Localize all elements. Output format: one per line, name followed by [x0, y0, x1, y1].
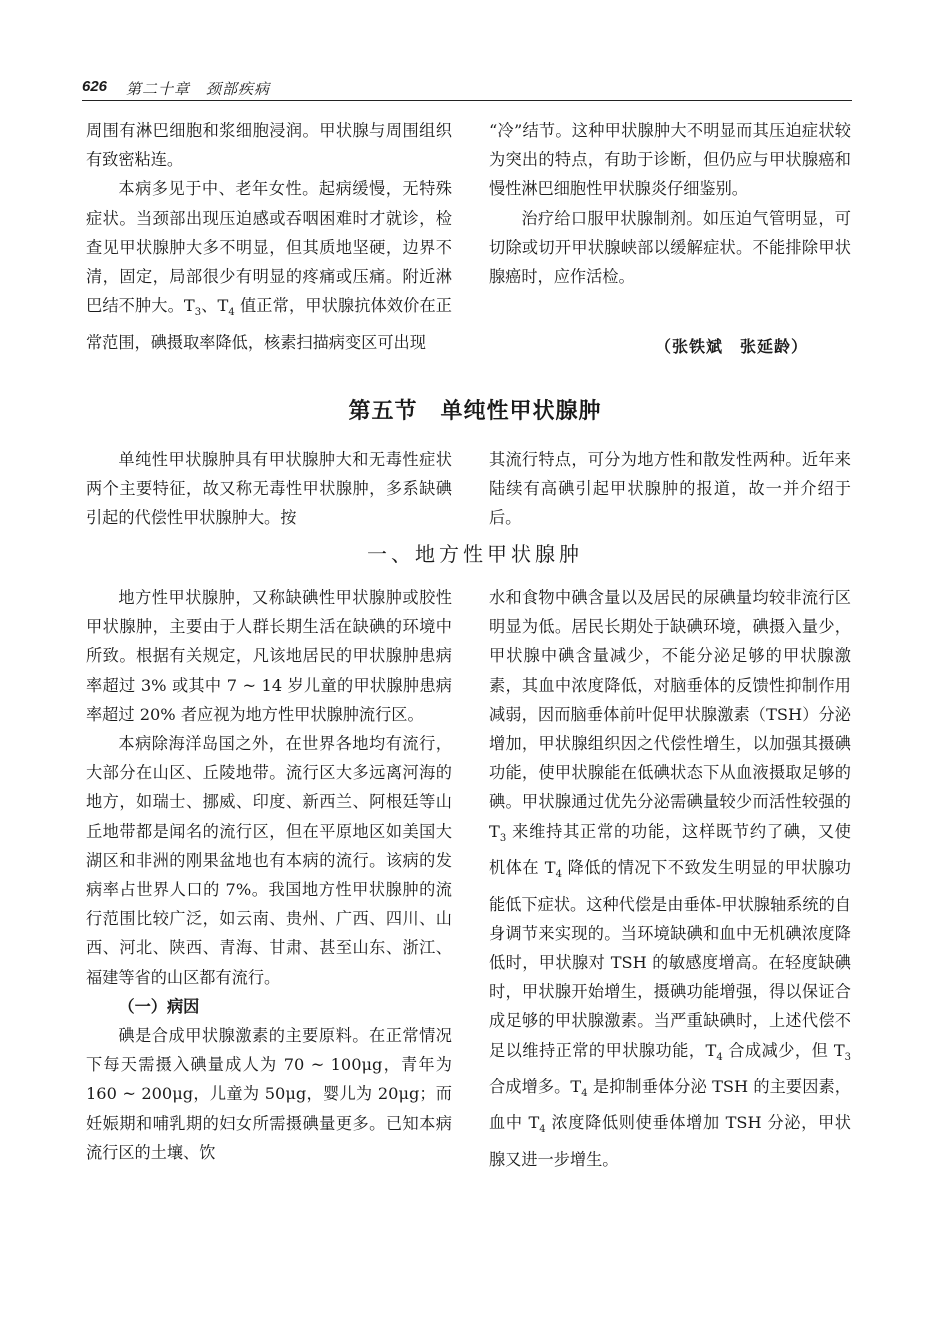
intro-left-column — [86, 445, 452, 533]
text-run: 是抑制垂体分泌 TSH 的主要因素，血中 T — [489, 1076, 851, 1133]
subscript: 3 — [499, 832, 507, 844]
paragraph — [86, 174, 452, 356]
subscript: 4 — [539, 1124, 546, 1136]
subscript: 4 — [228, 307, 235, 319]
subsection-title: 一、地方性甲状腺肿 — [367, 542, 583, 566]
text-run: 水和食物中碘含量以及居民的尿碘量均较非流行区明显为低。居民长期处于缺碘环境，碘摄入量少，甲状腺中碘含量减少，不能分泌足够的甲状腺激素，其血中浓度降低，对脑垂体的反馈性抑制作用减弱，因而脑垂体前叶促甲状腺激素（TSH）分泌增加，甲状腺组织因之代偿性增生，以加强其摄碘功能，使甲状腺能在低碘状态下从血液摄取足够的碘。甲状腺通过优先分泌需碘量较少而活性较强的 T — [489, 588, 851, 841]
section-title: 第五节 单纯性甲状腺肿 — [348, 399, 602, 424]
subscript: 4 — [555, 869, 562, 881]
previous-section-right-column — [489, 116, 851, 291]
running-head: 第二十章 颈部疾病 — [126, 81, 271, 98]
subscript: 3 — [844, 1051, 852, 1063]
author-credit: （张铁斌 张延龄） — [655, 337, 809, 356]
paragraph: 本病除海洋岛国之外，在世界各地均有流行，大部分在山区、丘陵地带。流行区大多远离河海的地方，如瑞士、挪威、印度、新西兰、阿根廷等山丘地带都是闻名的流行区，但在平原地区如美国大湖区和非洲的刚果盆地也有本病的流行。该病的发病率占世界人口的 7%。我国地方性甲状腺肿的流行范围比较广泛，如云南、贵州、广西、四川、山西、河北、陕西、青海、甘肃、甚至山东、浙江、福建等省的山区都有流行。 — [86, 734, 452, 987]
paragraph: “冷”结节。这种甲状腺肿大不明显而其压迫症状较为突出的特点，有助于诊断，但仍应与甲状腺癌和慢性淋巴细胞性甲状腺炎仔细鉴别。 — [489, 121, 851, 199]
body-right-column — [489, 583, 851, 1174]
paragraph: 其流行特点，可分为地方性和散发性两种。近年来陆续有高碘引起甲状腺肿的报道，故一并介绍于后。 — [489, 450, 851, 528]
text-run: 、T — [201, 296, 229, 316]
text-run: 值正常，甲状腺抗体效价在正常范围，碘摄取率降低，核素扫描病变区可出现 — [86, 296, 452, 352]
body-left-column — [86, 583, 452, 1167]
text-run: 合成增多。T — [489, 1076, 582, 1096]
intro-right-column — [489, 445, 851, 533]
subscript: 3 — [194, 307, 202, 319]
paragraph: 治疗给口服甲状腺制剂。如压迫气管明显，可切除或切开甲状腺峡部以缓解症状。不能排除甲状腺癌时，应作活检。 — [489, 208, 851, 287]
paragraph: 碘是合成甲状腺激素的主要原料。在正常情况下每天需摄入碘量成人为 70 ~ 100μg，青年为 160 ~ 200μg，儿童为 50μg，婴儿为 20μg；而妊娠期和哺乳期的妇女所需摄碘量更多。已知本病流行区的土壤、饮 — [86, 1026, 452, 1162]
text-run: 来维持其正常的功能，这样既节约了碘，又使机体在 T — [489, 821, 851, 878]
subscript: 4 — [716, 1051, 723, 1063]
paragraph — [489, 583, 851, 1174]
text-run: 浓度降低则使垂体增加 TSH 分泌，甲状腺又进一步增生。 — [489, 1113, 851, 1169]
paragraph: 单纯性甲状腺肿具有甲状腺肿大和无毒性症状两个主要特征，故又称无毒性甲状腺肿，多系缺碘引起的代偿性甲状腺肿大。按 — [86, 450, 452, 528]
subsection-heading: （一）病因 — [118, 996, 200, 1016]
text-run: 合成减少，但 T — [722, 1040, 845, 1060]
text-run: 本病多见于中、老年女性。起病缓慢，无特殊症状。当颈部出现压迫感或吞咽困难时才就诊，检查见甲状腺肿大多不明显，但其质地坚硬，边界不清，固定，局部很少有明显的疼痛或压痛。附近淋巴结不肿大。 — [86, 179, 452, 316]
paragraph: 地方性甲状腺肿，又称缺碘性甲状腺肿或胶性甲状腺肿，主要由于人群长期生活在缺碘的环境中所致。根据有关规定，凡该地居民的甲状腺肿患病率超过 3% 或其中 7 ~ 14 岁儿童的甲状腺肿患病率超过 20% 者应视为地方性甲状腺肿流行区。 — [86, 588, 452, 724]
previous-section-left-column — [86, 116, 452, 357]
text-run: T — [183, 296, 195, 316]
header-rule — [82, 100, 852, 101]
subscript: 4 — [581, 1088, 588, 1100]
page-header — [82, 78, 852, 100]
page-number: 626 — [82, 78, 108, 95]
text-run: 降低的情况下不致发生明显的甲状腺功能低下症状。这种代偿是由垂体-甲状腺轴系统的自身调节来实现的。当环境缺碘和血中无机碘浓度降低时，甲状腺对 TSH 的敏感度增高。在轻度缺碘时，甲状腺开始增生，摄碘功能增强，得以保证合成足够的甲状腺激素。当严重缺碘时，上述代偿不足以维持正常的甲状腺功能，T — [489, 858, 851, 1060]
paragraph: 周围有淋巴细胞和浆细胞浸润。甲状腺与周围组织有致密粘连。 — [86, 121, 452, 170]
